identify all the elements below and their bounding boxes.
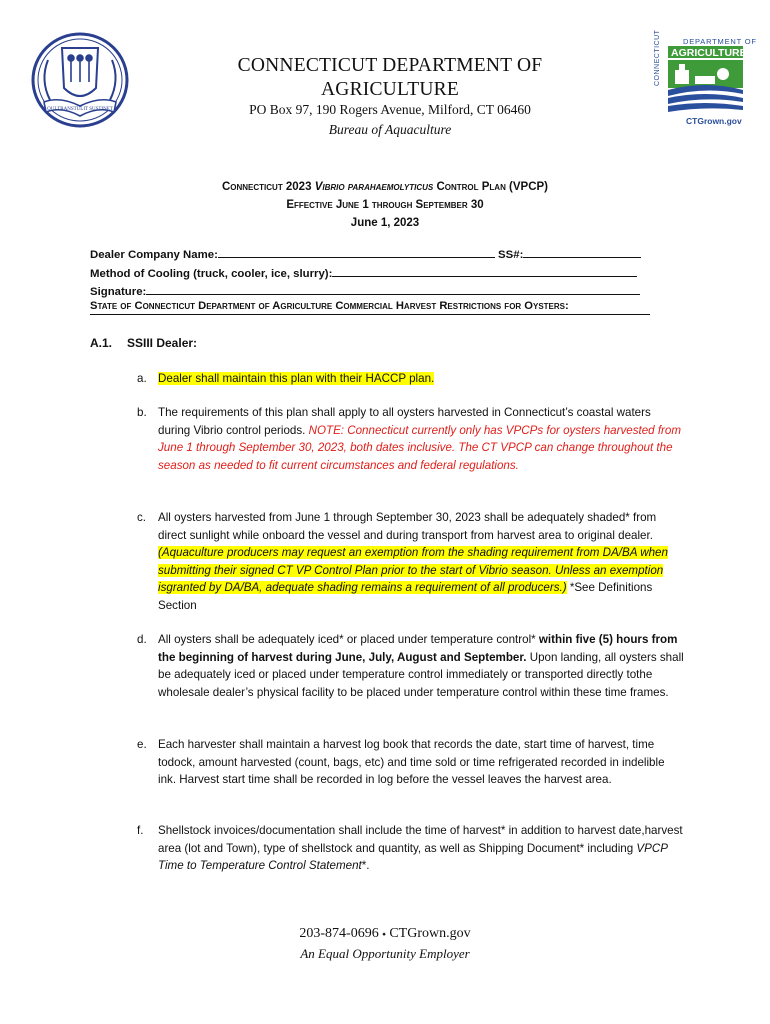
item-letter: f.	[137, 824, 144, 837]
item-text-italic: VPCP Time to Temperature Control Statement	[158, 841, 668, 873]
item-letter: c.	[137, 511, 147, 524]
list-item	[137, 509, 685, 615]
item-text: Each harvester shall maintain a harvest log book that records the date, start time of harvest, time todock, amount harvested (count, bags, etc) and time sold or time refrigerated recorded in indelible ink. Harvest start time shall be recorded in log before the vessel leaves the harvest area.	[158, 738, 665, 787]
list-item	[137, 631, 685, 701]
signature-field[interactable]	[146, 283, 640, 295]
item-letter: a.	[137, 372, 147, 385]
list-item	[137, 404, 685, 474]
plan-date: June 1, 2023	[350, 217, 420, 229]
item-text-tail: *.	[361, 859, 370, 873]
plan-title-part: Control Plan (VPCP)	[433, 181, 549, 193]
section-title: SSIII Dealer:	[127, 336, 198, 350]
section-number: A.1.	[90, 336, 113, 350]
ct-grown-logo	[654, 29, 757, 128]
department-address: PO Box 97, 190 Rogers Avenue, Milford, CT 06460	[249, 102, 531, 117]
equal-opportunity-statement: An Equal Opportunity Employer	[300, 946, 470, 961]
restrictions-heading: State of Connecticut Department of Agriculture Commercial Harvest Restrictions for Oysters:	[90, 300, 650, 315]
ss-field[interactable]	[523, 246, 641, 258]
list-item	[137, 736, 685, 789]
svg-text:AGRICULTURE: AGRICULTURE	[671, 47, 747, 59]
svg-text:QUI TRANSTULIT SUSTINET: QUI TRANSTULIT SUSTINET	[47, 107, 113, 112]
plan-title-species: Vibrio parahaemolyticus	[314, 181, 434, 193]
svg-text:DEPARTMENT OF: DEPARTMENT OF	[683, 37, 757, 46]
item-text-highlight: (Aquaculture producers may request an exemption from the shading requirement from DA/BA when submitting their signed CT VP Control Plan prior to the start of Vibrio season. Unless an exemption isgranted by DA/BA, adequate shading remains a requirement of all producers.)	[158, 546, 668, 595]
item-letter: d.	[137, 633, 147, 646]
item-text-tail: *See Definitions Section	[158, 581, 653, 612]
ct-state-seal	[30, 30, 130, 130]
dealer-info-fields	[90, 246, 650, 302]
list-item	[137, 822, 685, 875]
plan-title	[90, 178, 680, 232]
item-text: Shellstock invoices/documentation shall include the time of harvest* in addition to harvest date,harvest area (lot and Town), type of shellstock and quantity, as well as Shipping Document* including	[158, 824, 683, 855]
item-text: The requirements of this plan shall apply to all oysters harvested in Connecticut’s coastal waters during Vibrio control periods.	[158, 406, 651, 437]
plan-effective-dates: Effective June 1 through September 30	[286, 199, 484, 211]
dealer-company-label: Dealer Company Name:	[90, 249, 218, 261]
diamond-separator-icon: ⬩	[382, 929, 386, 940]
footer-website: CTGrown.gov	[389, 926, 471, 941]
item-text-bold: within five (5) hours from the beginning of harvest during June, July, August and September.	[158, 633, 678, 664]
footer-contact	[185, 926, 585, 942]
department-title: CONNECTICUT DEPARTMENT OF AGRICULTURE	[237, 55, 543, 100]
item-text-highlight: Dealer shall maintain this plan with their HACCP plan.	[158, 372, 435, 385]
bureau-name: Bureau of Aquaculture	[328, 122, 452, 137]
cooling-method-field[interactable]	[332, 265, 637, 277]
item-note: NOTE: Connecticut currently only has VPCPs for oysters harvested from June 1 through September 30, 2023, both dates inclusive. The CT VPCP can change throughout the season as needed to fit current circumstances and federal regulations.	[158, 423, 682, 472]
item-letter: b.	[137, 406, 147, 419]
cooling-method-label: Method of Cooling (truck, cooler, ice, slurry):	[90, 267, 333, 280]
svg-text:CTGrown.gov: CTGrown.gov	[686, 116, 742, 126]
item-text: All oysters harvested from June 1 through September 30, 2023 shall be adequately shaded* from direct sunlight while onboard the vessel and during transport from harvest area to original dealer.	[158, 511, 657, 542]
item-letter: e.	[137, 738, 147, 751]
item-text: All oysters shall be adequately iced* or placed under temperature control*	[158, 633, 539, 646]
dealer-company-field[interactable]	[218, 246, 495, 258]
section-heading	[90, 336, 197, 350]
list-item	[137, 370, 685, 388]
footer-phone: 203-874-0696	[299, 926, 379, 941]
item-text-tail: Upon landing, all oysters shall be adequately iced or placed under temperature control immediately or transported directly tothe wholesale dealer’s physical facility to be placed under temperature control within these time frames.	[158, 650, 684, 699]
ss-label: SS#:	[498, 249, 524, 261]
svg-text:CONNECTICUT: CONNECTICUT	[654, 29, 661, 86]
signature-label: Signature:	[90, 286, 147, 298]
plan-title-part: Connecticut 2023	[221, 181, 315, 193]
